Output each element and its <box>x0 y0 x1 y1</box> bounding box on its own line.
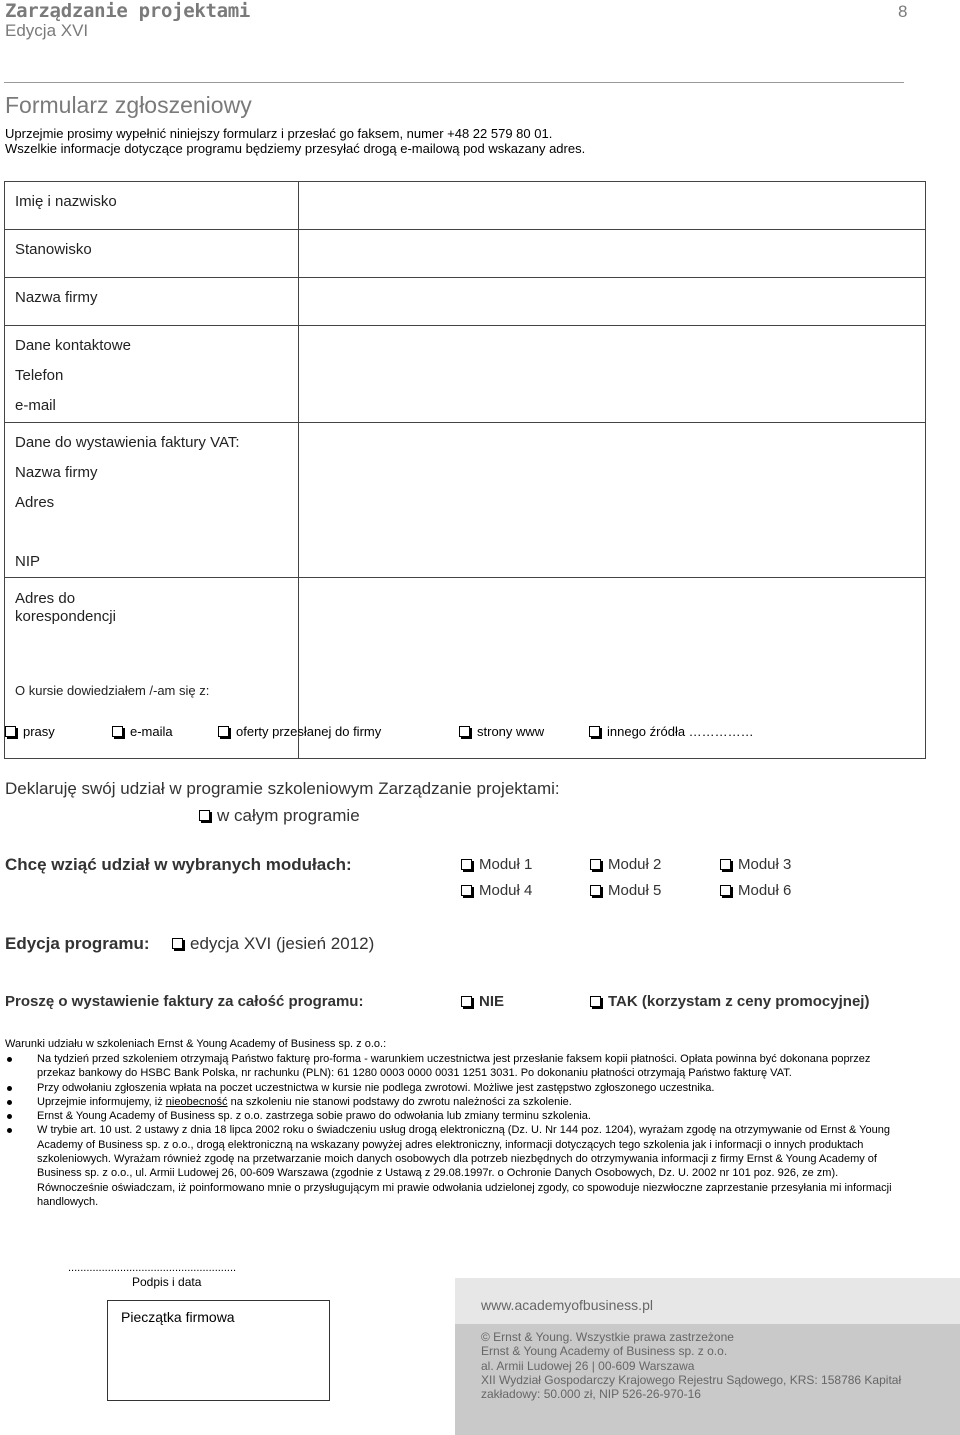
modules-question: Chcę wziąć udział w wybranych modułach: <box>5 855 352 874</box>
invoice-input[interactable] <box>298 423 925 578</box>
module-4-option[interactable]: Moduł 4 <box>461 882 532 899</box>
company-input[interactable] <box>298 278 925 326</box>
terms-item: Uprzejmie informujemy, iż nieobecność na szkoleniu nie stanowi podstawy do zwrotu należności za szkolenie. <box>5 1095 895 1109</box>
field-label-contact <box>5 326 299 423</box>
checkbox-icon <box>589 726 600 737</box>
invoice-company-label: Nazwa firmy <box>15 464 98 481</box>
invoice-question: Proszę o wystawienie faktury za całość programu: <box>5 993 364 1010</box>
checkbox-icon <box>720 859 731 870</box>
checkbox-icon <box>112 726 123 737</box>
bullet-icon <box>7 1086 12 1091</box>
invoice-option-no[interactable]: NIE <box>461 993 504 1010</box>
checkbox-icon <box>459 726 470 737</box>
checkbox-icon <box>218 726 229 737</box>
source-option-www[interactable]: strony www <box>459 724 544 739</box>
signature-label: Podpis i data <box>132 1275 202 1289</box>
field-label-correspondence: Adres do korespondencji O kursie dowiedziałem /-am się z: <box>5 578 299 759</box>
field-label-position: Stanowisko <box>5 230 299 278</box>
source-option-email[interactable]: e-maila <box>112 724 173 739</box>
source-question: O kursie dowiedziałem /-am się z: <box>15 683 210 698</box>
module-3-option[interactable]: Moduł 3 <box>720 856 791 873</box>
footer-line: al. Armii Ludowej 26 | 00-609 Warszawa <box>481 1358 695 1373</box>
company-stamp-label: Pieczątka firmowa <box>121 1309 235 1325</box>
source-option-press[interactable]: prasy <box>5 724 55 739</box>
checkbox-icon <box>461 885 472 896</box>
source-option-other[interactable]: innego źródła …………… <box>589 724 754 739</box>
bullet-icon <box>7 1100 12 1105</box>
invoice-address-label: Adres <box>15 494 55 511</box>
source-option-offer[interactable]: oferty przesłanej do firmy <box>218 724 381 739</box>
phone-label: Telefon <box>15 367 64 384</box>
terms-list <box>5 1052 895 1209</box>
checkbox-icon <box>720 885 731 896</box>
form-title: Formularz zgłoszeniowy <box>5 92 252 118</box>
module-5-option[interactable]: Moduł 5 <box>590 882 661 899</box>
nip-label: NIP <box>15 553 41 570</box>
edition-subtitle: Edycja XVI <box>5 21 89 40</box>
checkbox-icon <box>461 996 472 1007</box>
contact-header: Dane kontaktowe <box>15 337 131 354</box>
terms-item: Ernst & Young Academy of Business sp. z o.o. zastrzega sobie prawo do odwołania lub zmiany terminu szkolenia. <box>5 1109 895 1123</box>
name-input[interactable] <box>298 182 925 230</box>
field-label-name: Imię i nazwisko <box>5 182 299 230</box>
edition-option[interactable]: edycja XVI (jesień 2012) <box>172 934 374 954</box>
position-input[interactable] <box>298 230 925 278</box>
invoice-header: Dane do wystawienia faktury VAT: <box>15 434 240 451</box>
module-1-option[interactable]: Moduł 1 <box>461 856 532 873</box>
form-intro <box>5 126 585 156</box>
checkbox-icon <box>590 996 601 1007</box>
checkbox-icon <box>199 810 210 821</box>
module-2-option[interactable]: Moduł 2 <box>590 856 661 873</box>
intro-line-2: Wszelkie informacje dotyczące programu będziemy przesyłać drogą e-mailową pod wskazany adres. <box>5 141 586 156</box>
module-6-option[interactable]: Moduł 6 <box>720 882 791 899</box>
invoice-option-yes[interactable]: TAK (korzystam z ceny promocyjnej) <box>590 993 869 1010</box>
contact-input[interactable] <box>298 326 925 423</box>
footer-line: Ernst & Young Academy of Business sp. z o.o. <box>481 1344 728 1359</box>
intro-line-1: Uprzejmie prosimy wypełnić niniejszy formularz i przesłać go faksem, numer +48 22 579 80 01. <box>5 126 553 141</box>
terms-item: Na tydzień przed szkoleniem otrzymają Państwo fakturę pro-forma - warunkiem uczestnictwa jest przesłanie faksem kopii płatności. Opłata powinna być dokonana poprzez przekaz bankowy do HSBC Bank Polska, nr rachunku (PLN): 61 1280 0003 0000 0031 1251 3031. Po dokonaniu płatności otrzymają Państwo fakturę VAT. <box>5 1052 895 1081</box>
checkbox-icon <box>172 938 183 949</box>
footer-line: zakładowy: 50.000 zł, NIP 526-26-970-16 <box>481 1387 701 1402</box>
header-divider <box>4 82 904 83</box>
terms-item: Przy odwołaniu zgłoszenia wpłata na poczet uczestnictwa w kursie nie podlega zwrotowi. Możliwe jest zastępstwo zgłoszonego uczestnika. <box>5 1081 895 1095</box>
signature-line[interactable]: ....................................................... <box>68 1262 237 1274</box>
terms-item: W trybie art. 10 ust. 2 ustawy z dnia 18 lipca 2002 roku o świadczeniu usług drogą elektroniczną (Dz. U. Nr 144 poz. 1204), wyrażam zgodę na otrzymywanie od Ernst & Young Academy of Business sp. z o.o., drogą elektroniczną na wskazany powyżej adres elektroniczny, informacji dotyczących tego szkolenia jak i informacji o innych produktach szkoleniowych. Wyrażam również zgodę na przetwarzanie moich danych osobowych dla potrzeb niezbędnych do otrzymywania informacji z firmy Ernst & Young Academy of Business sp. z o.o., ul. Armii Ludowej 26, 00-609 Warszawa (zgodnie z Ustawą z 29.08.1997r. o Ochronie Danych Osobowych, Dz. U. 2002 nr 101 poz. 926, ze zm). Równocześnie oświadczam, iż poinformowano mnie o przysługującym mi prawie odwołania udzielonej zgody, co spowoduje niezwłoczne zaprzestanie przesyłania mi informacji handlowych. <box>5 1123 895 1209</box>
course-title: Zarządzanie projektami <box>5 0 251 22</box>
field-label-company: Nazwa firmy <box>5 278 299 326</box>
bullet-icon <box>7 1128 12 1133</box>
bullet-icon <box>7 1057 12 1062</box>
footer-line: © Ernst & Young. Wszystkie prawa zastrzeżone <box>481 1330 734 1344</box>
checkbox-icon <box>590 885 601 896</box>
whole-program-option[interactable]: w całym programie <box>199 806 360 826</box>
field-label-invoice <box>5 423 299 578</box>
bullet-icon <box>7 1114 12 1119</box>
checkbox-icon <box>590 859 601 870</box>
page-number: 8 <box>898 2 908 21</box>
email-label: e-mail <box>15 397 56 414</box>
checkbox-icon <box>5 726 16 737</box>
declaration-text: Deklaruję swój udział w programie szkoleniowym Zarządzanie projektami: <box>5 779 560 798</box>
edition-question: Edycja programu: <box>5 934 150 953</box>
application-form-table <box>4 181 926 759</box>
footer-line: XII Wydział Gospodarczy Krajowego Rejestru Sądowego, KRS: 158786 Kapitał <box>481 1372 902 1387</box>
checkbox-icon <box>461 859 472 870</box>
footer-company-info <box>481 1330 951 1401</box>
footer-url-link[interactable]: www.academyofbusiness.pl <box>481 1297 653 1313</box>
terms-title: Warunki udziału w szkoleniach Ernst & Young Academy of Business sp. z o.o.: <box>5 1038 387 1050</box>
